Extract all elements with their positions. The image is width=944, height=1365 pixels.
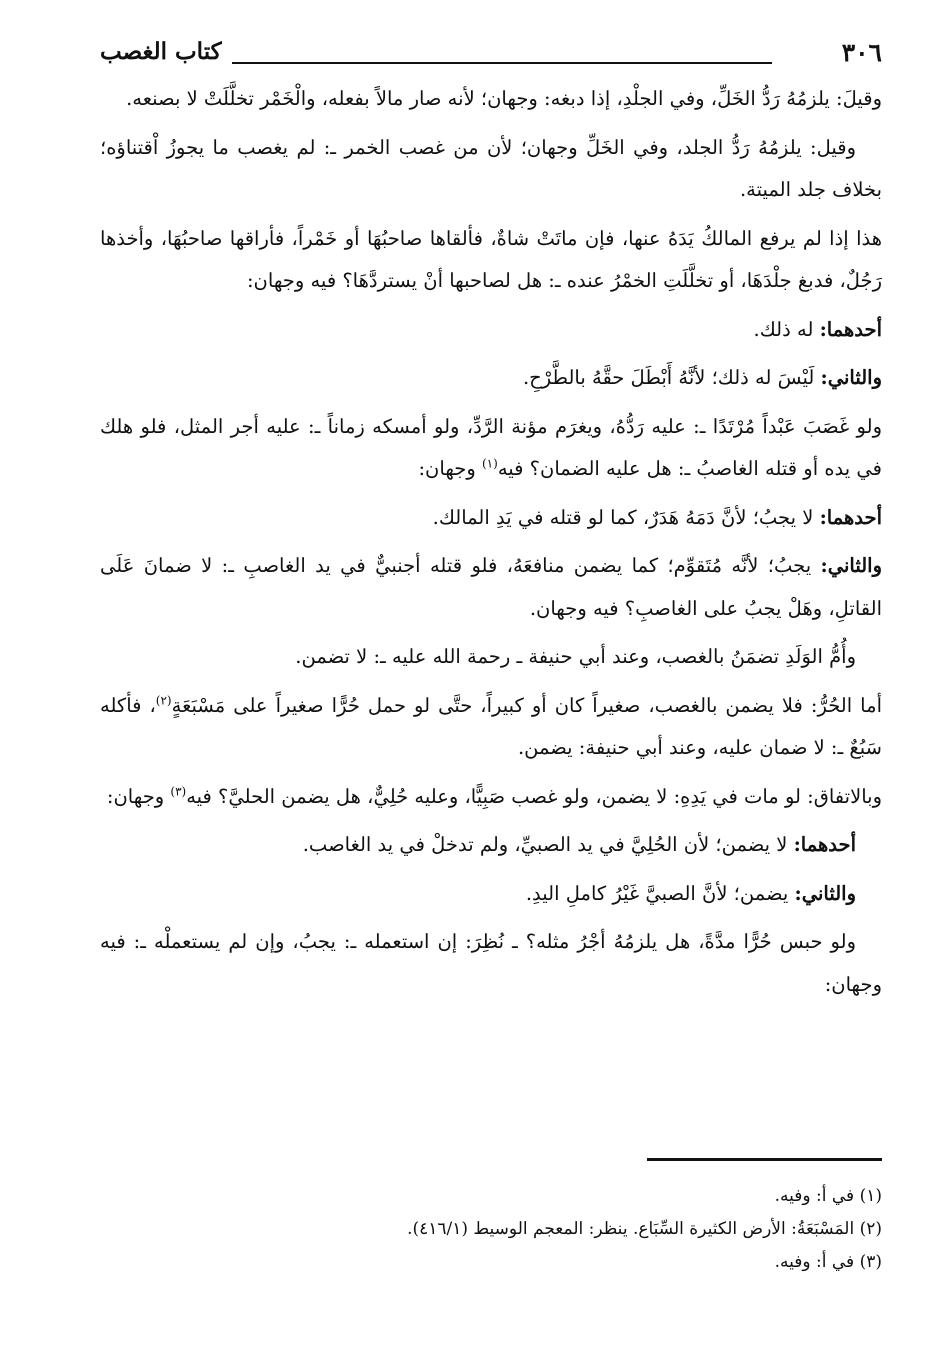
paragraph	[100, 406, 882, 491]
paragraph	[100, 545, 882, 630]
paragraph	[100, 824, 882, 867]
paragraph	[100, 873, 882, 916]
footnote: (٣) في أ: وفيه.	[774, 1252, 882, 1272]
paragraph-text: أما الحُرُّ: فلا يضمن بالغصب، صغيراً كان أو كبيراً، حتَّى لو حمل حُرًّا صغيراً على مَسْبَعَةٍ	[171, 693, 882, 717]
chapter-title: كتاب الغصب	[100, 38, 222, 65]
footnotes	[100, 1180, 882, 1279]
paragraph	[100, 78, 882, 121]
paragraph	[100, 127, 882, 212]
paragraph-text: وأُمُّ الوَلَدِ تضمَنُ بالغصب، وعند أبي حنيفة ـ رحمة الله عليه ـ: لا تضمن.	[295, 645, 856, 668]
paragraph-text: هذا إذا لم يرفع المالكُ يَدَهُ عنها، فإن ماتَتْ شاةٌ، فألقاها صاحبُهَا أو خَمْراً، فأراقها صاحبُهَا، وأخذها رَجُلٌ، فدبغ جلْدَهَا، أو تخلَّلَتِ الخمْرُ عنده ـ: هل لصاحبها أنْ يستردَّهَا؟ فيه وجهان:	[100, 226, 882, 292]
paragraph-text: وقيل: يلزمُهُ رَدُّ الجلد، وفي الخَلِّ وجهان؛ لأن من غصب الخمر ـ: لم يغصب ما يجوزُ اْقتناؤه؛ بخلاف جلد الميتة.	[100, 135, 882, 201]
paragraph	[100, 309, 882, 352]
paragraph-text: يضمن؛ لأنَّ الصبيَّ غَيْرُ كاملِ اليدِ.	[525, 881, 789, 905]
footnote-marker: (١)	[481, 456, 498, 471]
paragraph	[100, 218, 882, 303]
paragraph-text: له ذلك.	[753, 317, 814, 341]
paragraph	[100, 921, 882, 1006]
paragraph-text: يجبُ؛ لأنَّه مُتَقوِّم؛ كما يضمن منافعَهُ، فلو قتله أجنبيٌّ في يد الغاصبِ ـ: لا ضمانَ عَلَى القاتلِ، وهَلْ يجبُ على الغاصبِ؟ فيه وجهان.	[100, 554, 882, 620]
paragraph	[100, 497, 882, 540]
footnote-separator	[647, 1158, 882, 1161]
paragraph-label: والثاني:	[820, 554, 882, 577]
page-header	[100, 38, 882, 74]
paragraph-text: ولو غَصَبَ عَبْداً مُرْتَدًا ـ: عليه رَدُّهُ، ويغرَم مؤنة الرَّدِّ، ولو أمسكه زماناً ـ: عليه أجر المثل، فلو هلك في يده أو قتله الغاصبُ ـ: هل عليه الضمان؟ فيه	[100, 414, 882, 480]
paragraph-text: لَيْسَ له ذلك؛ لأنَّهُ أَبْطَلَ حقَّهُ بالطَّرْحِ.	[522, 366, 815, 389]
paragraph-text: ولو حبس حُرًّا مدَّةً، هل يلزمُهُ أجْرُ مثله؟ ـ نُظِرَ: إن استعمله ـ: يجبُ، وإن لم يستعملْه ـ: فيه وجهان:	[100, 930, 882, 996]
paragraph-text: وقيلَ: يلزمُهُ رَدُّ الخَلِّ، وفي الجلْدِ، إذا دبغه: وجهان؛ لأنه صار مالاً بفعله، والْخَمْر تخلَّلَتْ لا بصنعه.	[126, 87, 882, 110]
footnote-marker: (٢)	[155, 693, 172, 707]
paragraph-text: ، فأكله سَبُعٌ ـ: لا ضمان عليه، وعند أبي حنيفة: يضمن.	[100, 693, 882, 759]
paragraph	[100, 636, 882, 679]
paragraph	[100, 685, 882, 770]
paragraph-text: لا يجبُ؛ لأنَّ دَمَهُ هَدَرٌ، كما لو قتله في يَدِ المالك.	[432, 505, 814, 529]
footnote-marker: (٣)	[170, 784, 187, 798]
paragraph-label: والثاني:	[794, 881, 856, 905]
footnote: (١) في أ: وفيه.	[774, 1186, 882, 1206]
paragraph-label: أحدهما:	[819, 317, 882, 341]
paragraph-text: وجهان:	[106, 784, 171, 808]
paragraph-label: والثاني:	[820, 366, 882, 389]
paragraph-text: لا يضمن؛ لأن الحُلِيَّ في يد الصبيِّ، ولم تدخلْ في يد الغاصب.	[302, 833, 788, 856]
paragraph	[100, 357, 882, 400]
page-number: ٣٠٦	[841, 38, 882, 67]
paragraph-label: أحدهما:	[793, 833, 856, 856]
paragraph-label: أحدهما:	[819, 505, 882, 529]
paragraph-text: وجهان:	[418, 457, 482, 480]
header-rule	[232, 62, 772, 64]
main-text	[100, 78, 882, 1012]
footnote: (٢) المَسْبَعَةُ: الأرض الكثيرة السِّبَاع. ينظر: المعجم الوسيط (٤١٦/١).	[407, 1219, 882, 1239]
paragraph	[100, 776, 882, 819]
paragraph-text: وبالاتفاق: لو مات في يَدِهِ: لا يضمن، ولو غصب صَبِيًّا، وعليه حُلِيٌّ، هل يضمن الحليَّ؟ فيه	[186, 784, 882, 808]
